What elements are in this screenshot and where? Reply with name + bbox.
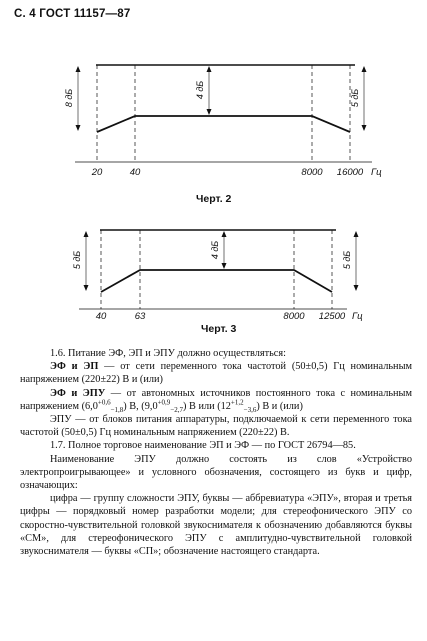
fig3-lower-limit-curve xyxy=(101,270,332,292)
fig2-tick-label-16000: 16000 xyxy=(336,167,364,178)
fig2-dim-right-label: 5 дБ xyxy=(350,88,360,108)
power-ef-epu-text-2: ) В, (9,0 xyxy=(123,400,158,412)
fig2-x-unit: Гц xyxy=(371,167,382,178)
term-ef-epu: ЭФ и ЭПУ xyxy=(50,387,106,399)
tol-upper-3: +1,2 xyxy=(230,398,244,407)
fig3-dim-left-label: 5 дБ xyxy=(72,250,82,270)
fig2-tick-label-20: 20 xyxy=(91,167,103,178)
figure-2-caption: Черт. 2 xyxy=(196,193,232,205)
fig3-dim-mid-label: 4 дБ xyxy=(210,240,220,260)
fig2-tick-label-8000: 8000 xyxy=(301,167,323,178)
paragraph-power-epu: ЭПУ — от блоков питания аппаратуры, подключаемой к сети переменного тока частотой (50±0,5) Гц номинальным напряжением (220±22) В. xyxy=(20,414,412,439)
fig3-x-unit: Гц xyxy=(352,311,363,322)
fig3-tick-label-40: 40 xyxy=(95,311,107,322)
paragraph-1-6: 1.6. Питание ЭФ, ЭП и ЭПУ должно осуществляться: xyxy=(50,348,286,359)
power-ef-ep-text: — от сети переменного тока частотой (50±0,5) Гц номинальным напряжением (220±22) В и (или) xyxy=(20,361,412,386)
fig3-tick-label-8000: 8000 xyxy=(283,311,305,322)
tol-upper-1: +0,6 xyxy=(97,398,111,407)
fig3-dim-right-label: 5 дБ xyxy=(342,250,352,270)
paragraph-power-ef-ep xyxy=(20,360,412,386)
power-ef-epu-text-4: ) В и (или) xyxy=(256,400,303,412)
fig2-tick-label-40: 40 xyxy=(129,167,141,178)
page-header: С. 4 ГОСТ 11157—87 xyxy=(14,8,131,20)
paragraph-power-ef-epu xyxy=(20,387,412,413)
tol-lower-3: −3,6 xyxy=(243,405,257,414)
fig2-dim-mid-label: 4 дБ xyxy=(195,80,205,100)
power-ef-epu-text-1: — от автономных источников постоянного тока с номинальным напряжением (6,0 xyxy=(20,387,412,412)
fig3-tick-label-12500: 12500 xyxy=(318,311,346,322)
term-ef-ep: ЭФ и ЭП xyxy=(50,361,99,373)
paragraph-1-7: 1.7. Полное торговое наименование ЭП и ЭФ — по ГОСТ 26794—85. xyxy=(50,440,356,452)
frequency-response-figure-3 xyxy=(0,212,427,322)
fig2-dim-left-label: 8 дБ xyxy=(64,88,74,108)
document-body xyxy=(20,347,412,558)
figure-3-caption: Черт. 3 xyxy=(201,323,237,335)
fig3-tick-label-63: 63 xyxy=(134,311,146,322)
tol-lower-2: −2,7 xyxy=(170,405,184,414)
paragraph-epu-designation: цифра — группу сложности ЭПУ, буквы — аббревиатура «ЭПУ», вторая и третья цифры — порядковый номер разработки модели; для стереофонического ЭПУ со скоростно-чувствительной головкой звукоснимателя к обозначению добавляются буквы «СМ», для стереофонического ЭПУ с амплитудно-чувствительной головкой звукоснимателя — буквы «СП»; обозначение настоящего стандарта. xyxy=(20,493,412,558)
power-ef-epu-text-3: ) В или (12 xyxy=(183,400,231,412)
tol-upper-2: +0,9 xyxy=(157,398,171,407)
paragraph-epu-name: Наименование ЭПУ должно состоять из слов «Устройство электропроигрывающее» и условного обозначения, состоящего из букв и цифр, означающих: xyxy=(20,453,412,492)
tol-lower-1: −1,8 xyxy=(110,405,124,414)
